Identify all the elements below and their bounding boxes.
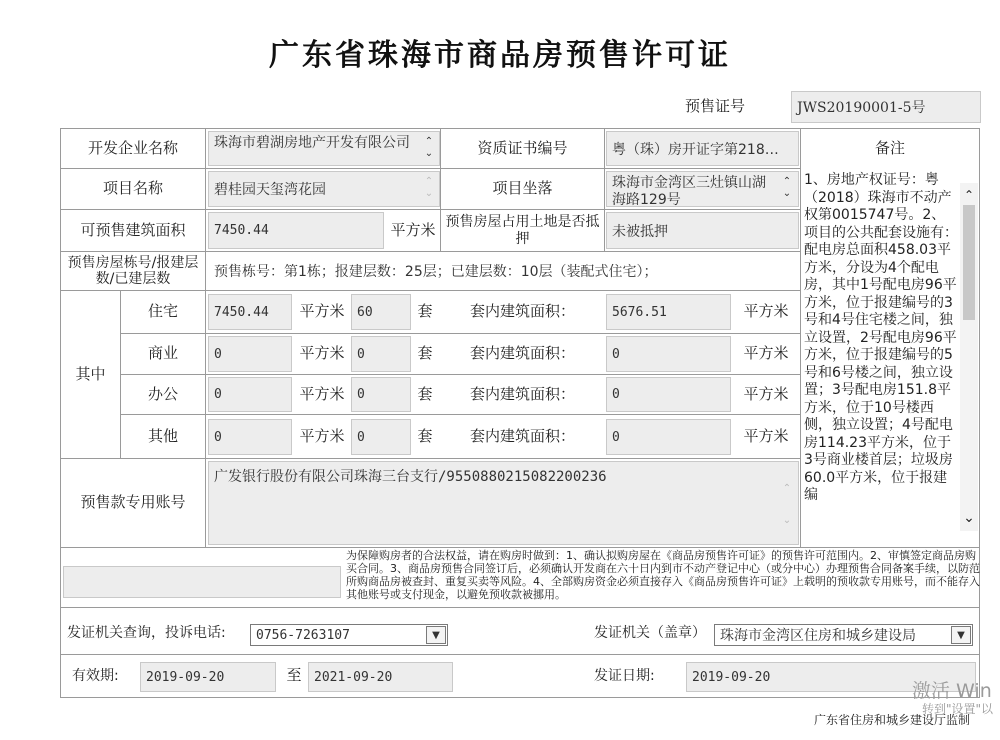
- row-area-unit: 平方米: [294, 375, 350, 414]
- row-count-unit: 套: [412, 291, 438, 333]
- validity-label: 有效期:: [66, 657, 142, 695]
- row-inner-label: 套内建筑面积：: [441, 375, 604, 414]
- qualification-label: 资质证书编号: [441, 129, 604, 168]
- issue-date-field[interactable]: 2019-09-20: [686, 662, 976, 692]
- row-area-unit: 平方米: [294, 415, 350, 458]
- project-name-field[interactable]: 碧桂园天玺湾花园: [208, 171, 440, 207]
- spinner-arrows-icon[interactable]: ⌃ ⌄: [424, 136, 434, 159]
- spinner-arrows-icon[interactable]: ⌃ ⌄: [782, 176, 792, 199]
- breakdown-label: 其中: [61, 291, 120, 458]
- row-inner-field[interactable]: 0: [606, 336, 731, 372]
- row-type-label: 商业: [121, 334, 205, 374]
- presale-area-field[interactable]: 7450.44: [208, 212, 384, 249]
- remarks-label: 备注: [801, 129, 979, 168]
- scroll-up-icon[interactable]: ⌃: [963, 188, 975, 202]
- row-type-label: 住宅: [121, 291, 205, 333]
- row-count-field[interactable]: 0: [351, 377, 411, 412]
- row-inner-field[interactable]: 0: [606, 419, 731, 455]
- row-inner-field[interactable]: 5676.51: [606, 294, 731, 330]
- developer-field[interactable]: 珠海市碧湖房地产开发有限公司: [208, 131, 440, 166]
- row-inner-unit: 平方米: [733, 375, 799, 414]
- page-title: 广东省珠海市商品房预售许可证: [269, 38, 731, 73]
- remarks-scroll-thumb[interactable]: [963, 205, 975, 320]
- row-area-field[interactable]: 0: [208, 336, 292, 372]
- spinner-arrows-icon[interactable]: ⌃ ⌄: [782, 483, 792, 526]
- row-inner-unit: 平方米: [733, 291, 799, 333]
- developer-label: 开发企业名称: [61, 129, 205, 168]
- mortgage-field[interactable]: 未被抵押: [606, 212, 799, 249]
- row-count-unit: 套: [412, 375, 438, 414]
- cert-no-label: 预售证号: [665, 95, 765, 119]
- cert-no-field[interactable]: JWS20190001-5号: [791, 91, 981, 123]
- row-area-field[interactable]: 0: [208, 419, 292, 455]
- row-type-label: 办公: [121, 375, 205, 414]
- row-area-unit: 平方米: [294, 291, 350, 333]
- activation-watermark: 激活 Win: [912, 680, 992, 702]
- chevron-down-icon[interactable]: ▼: [426, 626, 446, 644]
- issue-date-label: 发证日期:: [588, 657, 684, 695]
- row-inner-unit: 平方米: [733, 334, 799, 374]
- account-label: 预售款专用账号: [61, 459, 205, 547]
- issuer-field[interactable]: 珠海市金湾区住房和城乡建设局: [714, 624, 973, 646]
- row-count-unit: 套: [412, 334, 438, 374]
- footer-issuer: 广东省住房和城乡建设厅监制: [813, 713, 970, 727]
- row-inner-label: 套内建筑面积：: [441, 334, 604, 374]
- row-count-field[interactable]: 60: [351, 294, 411, 330]
- presale-area-label: 可预售建筑面积: [61, 210, 205, 251]
- row-area-field[interactable]: 7450.44: [208, 294, 292, 330]
- qualification-field[interactable]: 粤（珠）房开证字第218…: [606, 131, 799, 166]
- row-inner-label: 套内建筑面积：: [441, 415, 604, 458]
- row-type-label: 其他: [121, 415, 205, 458]
- row-count-unit: 套: [412, 415, 438, 458]
- buildings-label: 预售房屋栋号/报建层数/已建层数: [61, 252, 205, 290]
- row-count-field[interactable]: 0: [351, 419, 411, 455]
- row-count-field[interactable]: 0: [351, 336, 411, 372]
- project-location-field[interactable]: 珠海市金湾区三灶镇山湖海路129号: [606, 171, 799, 207]
- project-location-label: 项目坐落: [441, 169, 604, 209]
- mortgage-label: 预售房屋占用土地是否抵押: [441, 210, 604, 251]
- validity-to-label: 至: [280, 657, 308, 695]
- phone-field[interactable]: 0756-7263107: [250, 624, 448, 646]
- phone-label: 发证机关查询，投诉电话:: [61, 614, 251, 652]
- notice-text: 为保障购房者的合法权益，请在购房时做到：1、确认拟购房屋在《商品房预售许可证》的预售许可范围内。2、审慎签定商品房购买合同。3、商品房预售合同签订后，必须确认开发商在六十日内到市不动产登记中心（或分中心）办理预售合同备案手续，以防范所购商品房被查封、重复买卖等风险。4、全部购房资金必须直接存入《商品房预售许可证》上载明的预收款专用账号，而不能存入其他账号或支付现金，以避免预收款被挪用。: [346, 549, 980, 601]
- chevron-down-icon[interactable]: ▼: [951, 626, 971, 644]
- account-field[interactable]: 广发银行股份有限公司珠海三台支行/9550880215082200236: [208, 461, 799, 545]
- validity-from-field[interactable]: 2019-09-20: [140, 662, 276, 692]
- activation-watermark-hint: 转到"设置"以: [922, 702, 994, 716]
- row-inner-unit: 平方米: [733, 415, 799, 458]
- row-area-unit: 平方米: [294, 334, 350, 374]
- buildings-field[interactable]: 预售栋号：第1栋；报建层数：25层；已建层数：10层（装配式住宅）；: [208, 254, 799, 288]
- row-inner-label: 套内建筑面积：: [441, 291, 604, 333]
- validity-to-field[interactable]: 2021-09-20: [308, 662, 453, 692]
- row-inner-field[interactable]: 0: [606, 377, 731, 412]
- row-area-field[interactable]: 0: [208, 377, 292, 412]
- issuer-label: 发证机关（盖章）: [588, 614, 716, 652]
- presale-area-unit: 平方米: [386, 210, 440, 251]
- project-name-label: 项目名称: [61, 169, 205, 209]
- scroll-down-icon[interactable]: ⌄: [963, 510, 975, 526]
- notice-blank-field: [63, 566, 341, 598]
- remarks-text: 1、房地产权证号：粤（2018）珠海市不动产权第0015747号。2、项目的公共配套设施有：配电房总面积458.03平方米，分设为4个配电房，其中1号配电房96平方米，位于报建编号的3号和4号住宅楼之间，独立设置，2号配电房96平方米，位于报建编号的5号和6号楼之间，独立设置；3号配电房151.8平方米，位于10号楼西侧，独立设置；4号配电房114.23平方米，位于3号商业楼首层；垃圾房60.0平方米，位于报建编: [804, 172, 958, 503]
- spinner-arrows-icon[interactable]: ⌃ ⌄: [424, 176, 434, 199]
